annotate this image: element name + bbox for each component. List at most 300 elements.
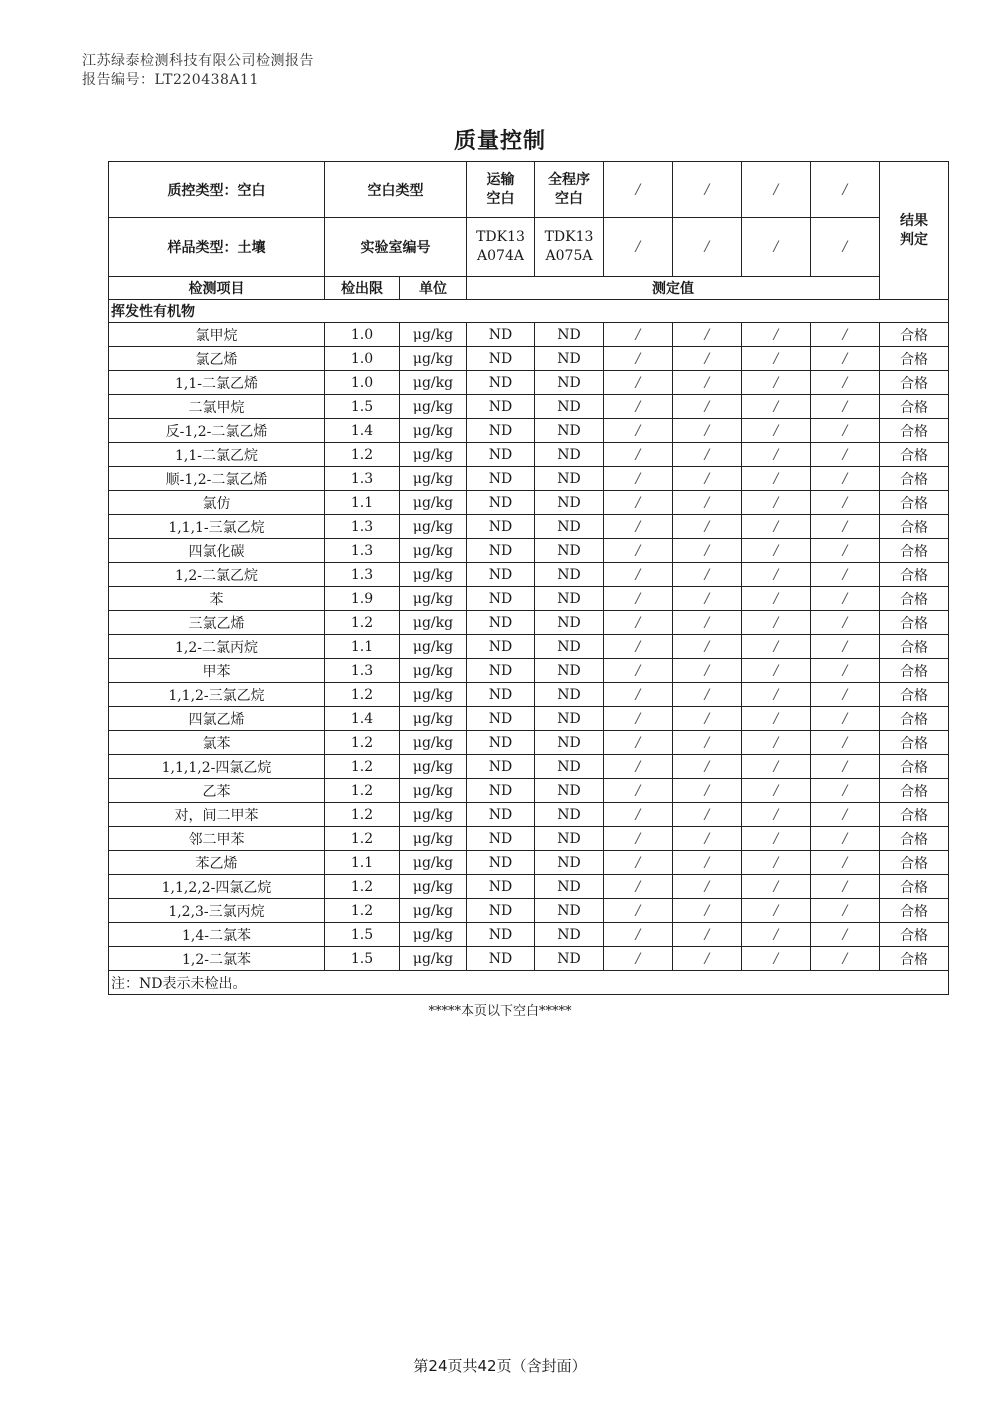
cell-v4: / <box>673 923 742 947</box>
cell-name: 邻二甲苯 <box>109 827 325 851</box>
cell-v5: / <box>742 827 811 851</box>
blank-type-label: 空白类型 <box>325 162 467 218</box>
cell-v5: / <box>742 611 811 635</box>
cell-v1: ND <box>467 467 535 491</box>
cell-v1: ND <box>467 563 535 587</box>
header-row-blank-type <box>109 162 949 218</box>
cell-v5: / <box>742 539 811 563</box>
cell-v1: ND <box>467 611 535 635</box>
cell-v2: ND <box>535 419 604 443</box>
cell-unit: μg/kg <box>400 683 467 707</box>
table-row <box>109 395 949 419</box>
cell-v3: / <box>604 731 673 755</box>
cell-v5: / <box>742 587 811 611</box>
table-row <box>109 419 949 443</box>
cell-v6: / <box>811 755 880 779</box>
cell-v6: / <box>811 683 880 707</box>
cell-result: 合格 <box>880 467 949 491</box>
cell-v2: ND <box>535 851 604 875</box>
cell-v5: / <box>742 779 811 803</box>
table-row <box>109 323 949 347</box>
cell-limit: 1.3 <box>325 515 400 539</box>
cell-v2: ND <box>535 443 604 467</box>
cell-v6: / <box>811 563 880 587</box>
cell-v6: / <box>811 515 880 539</box>
cell-limit: 1.2 <box>325 755 400 779</box>
cell-v4: / <box>673 563 742 587</box>
cell-name: 1,1,1,2-四氯乙烷 <box>109 755 325 779</box>
cell-name: 甲苯 <box>109 659 325 683</box>
cell-limit: 1.5 <box>325 923 400 947</box>
cell-name: 1,4-二氯苯 <box>109 923 325 947</box>
cell-v1: ND <box>467 683 535 707</box>
cell-v3: / <box>604 707 673 731</box>
col-header-item: 检测项目 <box>109 277 325 300</box>
table-row <box>109 515 949 539</box>
cell-v5: / <box>742 803 811 827</box>
cell-v4: / <box>673 323 742 347</box>
cell-v2: ND <box>535 491 604 515</box>
cell-unit: μg/kg <box>400 875 467 899</box>
cell-v6: / <box>811 635 880 659</box>
cell-v5: / <box>742 851 811 875</box>
cell-v5: / <box>742 347 811 371</box>
cell-name: 1,1-二氯乙烯 <box>109 371 325 395</box>
cell-unit: μg/kg <box>400 707 467 731</box>
cell-v6: / <box>811 875 880 899</box>
cell-v3: / <box>604 419 673 443</box>
cell-unit: μg/kg <box>400 371 467 395</box>
cell-limit: 1.2 <box>325 827 400 851</box>
cell-v5: / <box>742 923 811 947</box>
table-row <box>109 923 949 947</box>
cell-v1: ND <box>467 947 535 971</box>
cell-limit: 1.3 <box>325 563 400 587</box>
lab-id-4: / <box>673 218 742 277</box>
cell-v1: ND <box>467 731 535 755</box>
cell-v2: ND <box>535 779 604 803</box>
table-row <box>109 875 949 899</box>
cell-v6: / <box>811 899 880 923</box>
cell-v1: ND <box>467 515 535 539</box>
cell-name: 苯 <box>109 587 325 611</box>
cell-v6: / <box>811 371 880 395</box>
blank-type-2: 全程序 空白 <box>535 162 604 218</box>
cell-result: 合格 <box>880 731 949 755</box>
cell-v2: ND <box>535 683 604 707</box>
category-row <box>109 300 949 323</box>
cell-result: 合格 <box>880 443 949 467</box>
cell-v3: / <box>604 491 673 515</box>
cell-result: 合格 <box>880 323 949 347</box>
cell-name: 1,1,1-三氯乙烷 <box>109 515 325 539</box>
cell-v3: / <box>604 515 673 539</box>
cell-limit: 1.2 <box>325 611 400 635</box>
cell-name: 1,2,3-三氯丙烷 <box>109 899 325 923</box>
table-row <box>109 731 949 755</box>
cell-unit: μg/kg <box>400 467 467 491</box>
table-row <box>109 707 949 731</box>
cell-unit: μg/kg <box>400 827 467 851</box>
result-judgement-header: 结果 判定 <box>880 162 949 300</box>
cell-limit: 1.1 <box>325 851 400 875</box>
cell-limit: 1.0 <box>325 323 400 347</box>
cell-v4: / <box>673 515 742 539</box>
cell-v5: / <box>742 491 811 515</box>
cell-v3: / <box>604 851 673 875</box>
cell-unit: μg/kg <box>400 947 467 971</box>
cell-v5: / <box>742 395 811 419</box>
cell-v4: / <box>673 899 742 923</box>
cell-limit: 1.2 <box>325 779 400 803</box>
cell-result: 合格 <box>880 803 949 827</box>
cell-v6: / <box>811 947 880 971</box>
cell-v2: ND <box>535 611 604 635</box>
cell-result: 合格 <box>880 659 949 683</box>
cell-v6: / <box>811 923 880 947</box>
table-row <box>109 611 949 635</box>
cell-v6: / <box>811 347 880 371</box>
cell-name: 氯甲烷 <box>109 323 325 347</box>
table-row <box>109 635 949 659</box>
cell-v2: ND <box>535 899 604 923</box>
table-row <box>109 827 949 851</box>
report-header <box>82 52 314 90</box>
company-name: 江苏绿泰检测科技有限公司检测报告 <box>82 53 314 69</box>
cell-v1: ND <box>467 875 535 899</box>
cell-limit: 1.0 <box>325 347 400 371</box>
table-row <box>109 683 949 707</box>
cell-v4: / <box>673 779 742 803</box>
cell-v2: ND <box>535 371 604 395</box>
cell-result: 合格 <box>880 419 949 443</box>
cell-name: 乙苯 <box>109 779 325 803</box>
quality-control-table <box>108 161 949 995</box>
cell-limit: 1.2 <box>325 899 400 923</box>
qc-type-cell: 质控类型：空白 <box>109 162 325 218</box>
cell-v2: ND <box>535 587 604 611</box>
cell-v5: / <box>742 707 811 731</box>
cell-limit: 1.4 <box>325 707 400 731</box>
cell-limit: 1.2 <box>325 875 400 899</box>
cell-limit: 1.5 <box>325 947 400 971</box>
cell-v3: / <box>604 563 673 587</box>
table-row <box>109 755 949 779</box>
cell-result: 合格 <box>880 683 949 707</box>
table-row <box>109 659 949 683</box>
cell-name: 反-1,2-二氯乙烯 <box>109 419 325 443</box>
cell-v4: / <box>673 491 742 515</box>
cell-result: 合格 <box>880 587 949 611</box>
cell-v4: / <box>673 947 742 971</box>
cell-v3: / <box>604 347 673 371</box>
cell-limit: 1.1 <box>325 635 400 659</box>
cell-v6: / <box>811 731 880 755</box>
table-row <box>109 563 949 587</box>
table-note: 注：ND表示未检出。 <box>109 971 949 995</box>
cell-v5: / <box>742 467 811 491</box>
cell-v4: / <box>673 851 742 875</box>
cell-name: 1,2-二氯苯 <box>109 947 325 971</box>
cell-v3: / <box>604 539 673 563</box>
cell-v1: ND <box>467 635 535 659</box>
cell-v4: / <box>673 587 742 611</box>
cell-v2: ND <box>535 467 604 491</box>
cell-v3: / <box>604 803 673 827</box>
cell-unit: μg/kg <box>400 563 467 587</box>
cell-v1: ND <box>467 827 535 851</box>
cell-v3: / <box>604 587 673 611</box>
cell-name: 氯仿 <box>109 491 325 515</box>
cell-v6: / <box>811 491 880 515</box>
cell-v1: ND <box>467 755 535 779</box>
cell-name: 苯乙烯 <box>109 851 325 875</box>
cell-v5: / <box>742 371 811 395</box>
cell-v6: / <box>811 587 880 611</box>
lab-id-2: TDK13 A075A <box>535 218 604 277</box>
cell-result: 合格 <box>880 875 949 899</box>
table-row <box>109 779 949 803</box>
cell-unit: μg/kg <box>400 491 467 515</box>
cell-unit: μg/kg <box>400 803 467 827</box>
cell-result: 合格 <box>880 755 949 779</box>
cell-v2: ND <box>535 755 604 779</box>
cell-unit: μg/kg <box>400 419 467 443</box>
cell-limit: 1.4 <box>325 419 400 443</box>
cell-v1: ND <box>467 419 535 443</box>
cell-limit: 1.0 <box>325 371 400 395</box>
cell-v4: / <box>673 659 742 683</box>
cell-unit: μg/kg <box>400 323 467 347</box>
table-row <box>109 539 949 563</box>
cell-name: 三氯乙烯 <box>109 611 325 635</box>
cell-limit: 1.2 <box>325 731 400 755</box>
cell-v3: / <box>604 659 673 683</box>
col-header-unit: 单位 <box>400 277 467 300</box>
cell-limit: 1.2 <box>325 803 400 827</box>
cell-result: 合格 <box>880 371 949 395</box>
cell-name: 1,2-二氯乙烷 <box>109 563 325 587</box>
cell-unit: μg/kg <box>400 587 467 611</box>
cell-result: 合格 <box>880 347 949 371</box>
cell-v4: / <box>673 611 742 635</box>
blank-type-3: / <box>604 162 673 218</box>
cell-name: 氯乙烯 <box>109 347 325 371</box>
cell-v4: / <box>673 395 742 419</box>
cell-name: 四氯化碳 <box>109 539 325 563</box>
cell-v3: / <box>604 923 673 947</box>
cell-v3: / <box>604 635 673 659</box>
cell-v3: / <box>604 371 673 395</box>
cell-v5: / <box>742 563 811 587</box>
cell-v3: / <box>604 467 673 491</box>
cell-result: 合格 <box>880 707 949 731</box>
cell-unit: μg/kg <box>400 395 467 419</box>
cell-result: 合格 <box>880 563 949 587</box>
cell-v2: ND <box>535 707 604 731</box>
cell-limit: 1.3 <box>325 539 400 563</box>
cell-unit: μg/kg <box>400 347 467 371</box>
category-label: 挥发性有机物 <box>109 300 949 323</box>
cell-v1: ND <box>467 323 535 347</box>
cell-v2: ND <box>535 659 604 683</box>
cell-v2: ND <box>535 539 604 563</box>
cell-v2: ND <box>535 347 604 371</box>
cell-v3: / <box>604 899 673 923</box>
cell-v2: ND <box>535 395 604 419</box>
sample-type-cell: 样品类型：土壤 <box>109 218 325 277</box>
table-row <box>109 443 949 467</box>
cell-name: 氯苯 <box>109 731 325 755</box>
cell-v2: ND <box>535 875 604 899</box>
report-number: 报告编号：LT220438A11 <box>82 72 259 88</box>
cell-v4: / <box>673 443 742 467</box>
cell-unit: μg/kg <box>400 851 467 875</box>
cell-v6: / <box>811 323 880 347</box>
cell-v4: / <box>673 683 742 707</box>
cell-v5: / <box>742 947 811 971</box>
cell-unit: μg/kg <box>400 443 467 467</box>
cell-v1: ND <box>467 491 535 515</box>
cell-v4: / <box>673 419 742 443</box>
cell-v5: / <box>742 731 811 755</box>
cell-v1: ND <box>467 347 535 371</box>
cell-v2: ND <box>535 947 604 971</box>
cell-v3: / <box>604 779 673 803</box>
cell-v6: / <box>811 419 880 443</box>
cell-v3: / <box>604 395 673 419</box>
cell-v5: / <box>742 635 811 659</box>
cell-v1: ND <box>467 923 535 947</box>
cell-v2: ND <box>535 515 604 539</box>
cell-v3: / <box>604 683 673 707</box>
lab-id-label: 实验室编号 <box>325 218 467 277</box>
cell-result: 合格 <box>880 491 949 515</box>
cell-v4: / <box>673 731 742 755</box>
table-row <box>109 467 949 491</box>
cell-v1: ND <box>467 443 535 467</box>
cell-v3: / <box>604 611 673 635</box>
header-row-lab-id <box>109 218 949 277</box>
cell-name: 1,2-二氯丙烷 <box>109 635 325 659</box>
table-row <box>109 347 949 371</box>
cell-unit: μg/kg <box>400 659 467 683</box>
table-row <box>109 899 949 923</box>
cell-v3: / <box>604 947 673 971</box>
cell-result: 合格 <box>880 635 949 659</box>
cell-name: 1,1-二氯乙烷 <box>109 443 325 467</box>
cell-v4: / <box>673 371 742 395</box>
cell-v5: / <box>742 419 811 443</box>
cell-v2: ND <box>535 827 604 851</box>
cell-limit: 1.3 <box>325 659 400 683</box>
cell-v6: / <box>811 443 880 467</box>
cell-v4: / <box>673 827 742 851</box>
header-row-columns <box>109 277 949 300</box>
blank-type-1: 运输 空白 <box>467 162 535 218</box>
table-row <box>109 491 949 515</box>
table-row <box>109 851 949 875</box>
cell-v5: / <box>742 515 811 539</box>
cell-v3: / <box>604 827 673 851</box>
note-row <box>109 971 949 995</box>
lab-id-3: / <box>604 218 673 277</box>
page-title: 质量控制 <box>453 129 546 154</box>
cell-unit: μg/kg <box>400 635 467 659</box>
cell-unit: μg/kg <box>400 539 467 563</box>
cell-limit: 1.5 <box>325 395 400 419</box>
cell-v1: ND <box>467 539 535 563</box>
cell-v5: / <box>742 899 811 923</box>
cell-result: 合格 <box>880 515 949 539</box>
cell-v6: / <box>811 827 880 851</box>
cell-v4: / <box>673 467 742 491</box>
cell-v2: ND <box>535 563 604 587</box>
blank-type-4: / <box>673 162 742 218</box>
cell-result: 合格 <box>880 539 949 563</box>
cell-name: 四氯乙烯 <box>109 707 325 731</box>
lab-id-1: TDK13 A074A <box>467 218 535 277</box>
cell-unit: μg/kg <box>400 515 467 539</box>
cell-v1: ND <box>467 395 535 419</box>
lab-id-6: / <box>811 218 880 277</box>
cell-v3: / <box>604 323 673 347</box>
cell-v2: ND <box>535 731 604 755</box>
cell-unit: μg/kg <box>400 755 467 779</box>
cell-v6: / <box>811 707 880 731</box>
cell-v6: / <box>811 659 880 683</box>
cell-v6: / <box>811 803 880 827</box>
blank-type-5: / <box>742 162 811 218</box>
cell-name: 1,1,2-三氯乙烷 <box>109 683 325 707</box>
cell-name: 1,1,2,2-四氯乙烷 <box>109 875 325 899</box>
table-row <box>109 803 949 827</box>
cell-v4: / <box>673 755 742 779</box>
cell-name: 顺-1,2-二氯乙烯 <box>109 467 325 491</box>
cell-v5: / <box>742 683 811 707</box>
cell-result: 合格 <box>880 851 949 875</box>
col-header-value: 测定值 <box>467 277 880 300</box>
cell-v5: / <box>742 755 811 779</box>
cell-limit: 1.2 <box>325 683 400 707</box>
cell-unit: μg/kg <box>400 611 467 635</box>
cell-v4: / <box>673 347 742 371</box>
table-row <box>109 947 949 971</box>
cell-v2: ND <box>535 323 604 347</box>
cell-v1: ND <box>467 851 535 875</box>
cell-v1: ND <box>467 659 535 683</box>
cell-v6: / <box>811 779 880 803</box>
cell-unit: μg/kg <box>400 923 467 947</box>
cell-v3: / <box>604 875 673 899</box>
cell-result: 合格 <box>880 827 949 851</box>
cell-v6: / <box>811 467 880 491</box>
cell-result: 合格 <box>880 899 949 923</box>
cell-result: 合格 <box>880 923 949 947</box>
cell-limit: 1.2 <box>325 443 400 467</box>
cell-v4: / <box>673 539 742 563</box>
cell-result: 合格 <box>880 611 949 635</box>
cell-v2: ND <box>535 923 604 947</box>
cell-limit: 1.1 <box>325 491 400 515</box>
cell-v2: ND <box>535 803 604 827</box>
cell-v1: ND <box>467 779 535 803</box>
cell-result: 合格 <box>880 395 949 419</box>
cell-v5: / <box>742 443 811 467</box>
cell-result: 合格 <box>880 947 949 971</box>
cell-v1: ND <box>467 371 535 395</box>
cell-v3: / <box>604 443 673 467</box>
